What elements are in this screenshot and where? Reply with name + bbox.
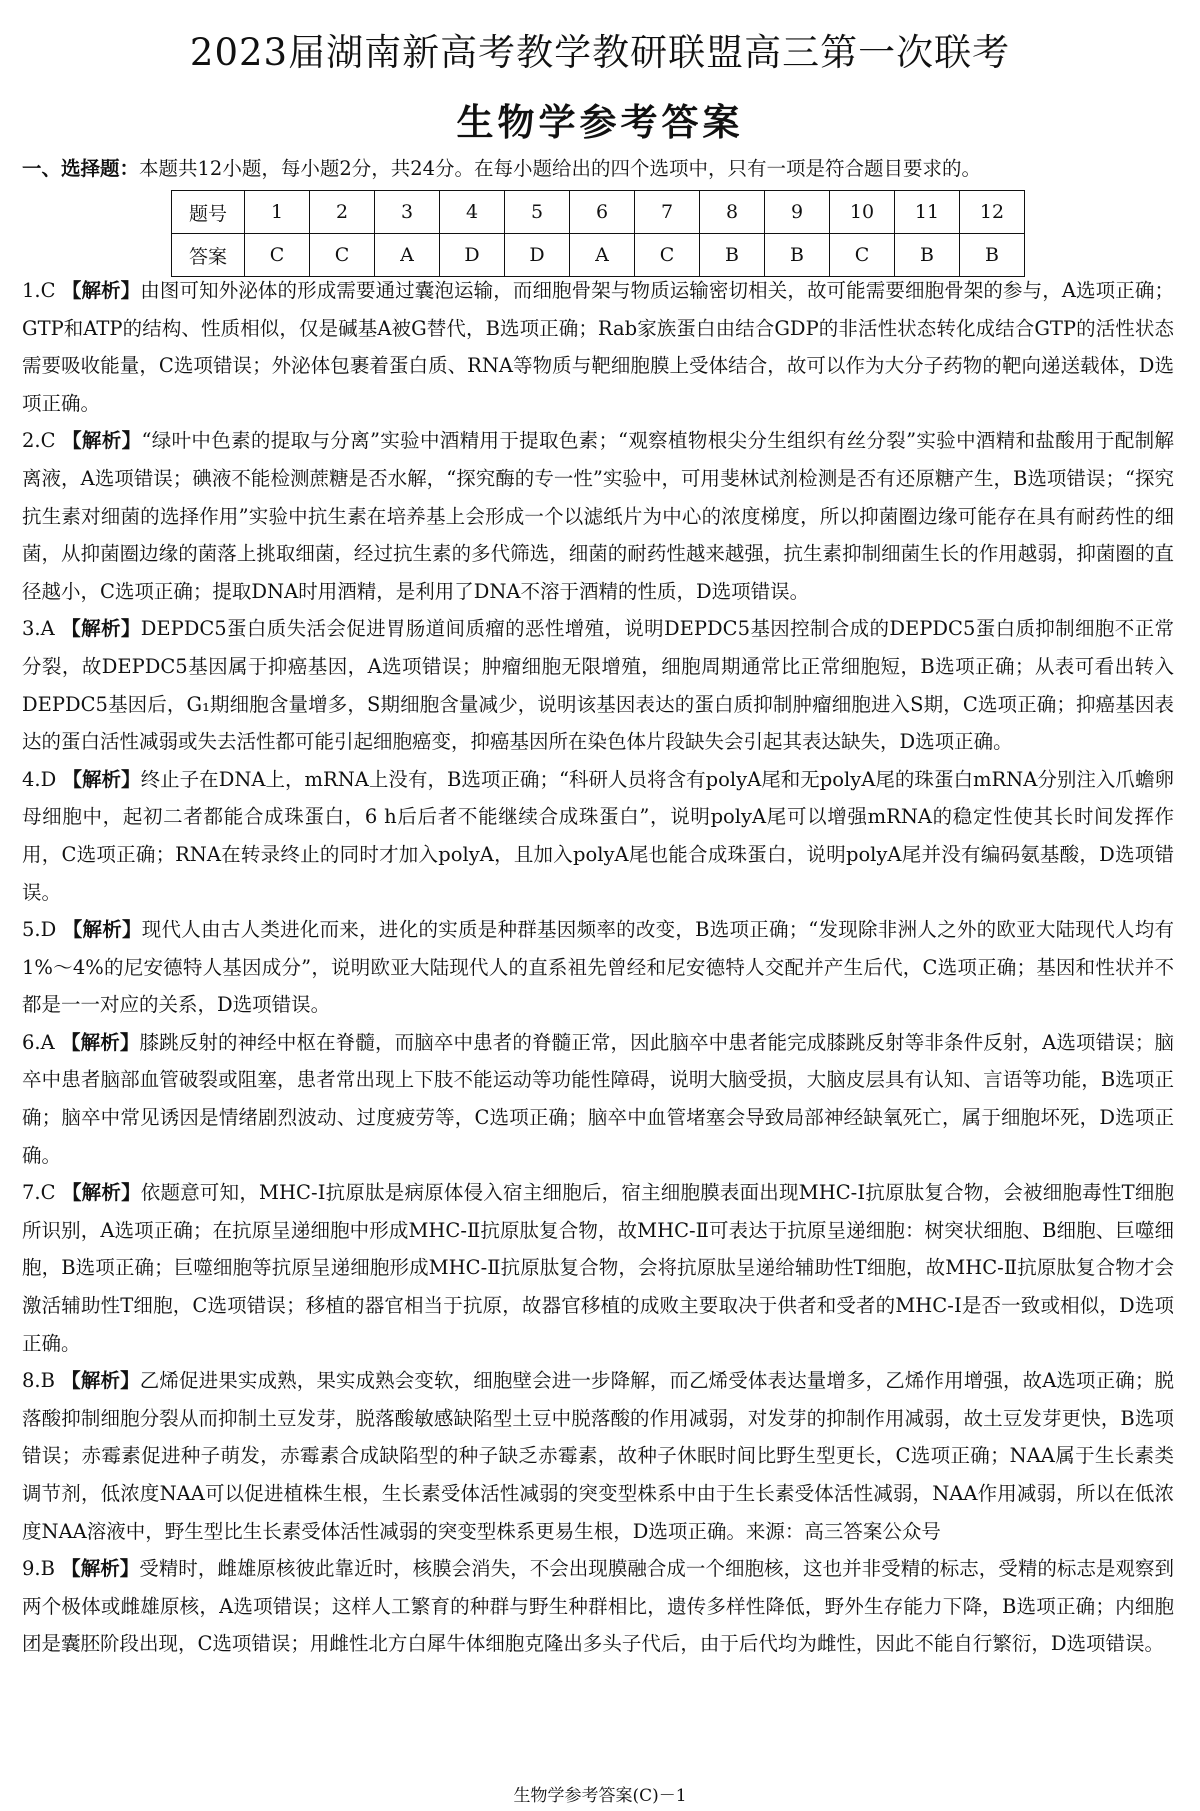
answer-table-row-answers [172, 234, 1025, 277]
table-cell: 9 [765, 191, 830, 234]
explanations-list [22, 272, 1174, 1663]
table-cell: C [245, 234, 310, 277]
table-cell: D [505, 234, 570, 277]
table-cell: D [440, 234, 505, 277]
item-text: 终止子在DNA上，mRNA上没有，B选项正确；“科研人员将含有polyA尾和无polyA尾的珠蛋白mRNA分别注入爪蟾卵母细胞中，起初二者都能合成珠蛋白，6 h后后者不能继续合成珠蛋白”，说明polyA尾可以增强mRNA的稳定性使其长时间发挥作用，C选项正确；RNA在转录终止的同时才加入polyA，且加入polyA尾也能合成珠蛋白，说明polyA尾并没有编码氨基酸，D选项错误。 [22, 767, 1174, 904]
explanation-item-7 [22, 1174, 1174, 1362]
page-subtitle: 生物学参考答案 [456, 100, 744, 144]
analysis-tag: 【解析】 [62, 918, 142, 942]
item-number: 3.A [22, 617, 55, 641]
item-number: 5.D [22, 918, 57, 942]
table-cell: 11 [895, 191, 960, 234]
table-cell: 1 [245, 191, 310, 234]
page-title: 2023届湖南新高考教学教研联盟高三第一次联考 [189, 31, 1011, 74]
table-cell: B [700, 234, 765, 277]
table-header-cell: 答案 [172, 234, 245, 277]
table-cell: 8 [700, 191, 765, 234]
item-text: 由图可知外泌体的形成需要通过囊泡运输，而细胞骨架与物质运输密切相关，故可能需要细胞骨架的参与，A选项正确；GTP和ATP的结构、性质相似，仅是碱基A被G替代，B选项正确；Rab家族蛋白由结合GDP的非活性状态转化成结合GTP的活性状态需要吸收能量，C选项错误；外泌体包裹着蛋白质、RNA等物质与靶细胞膜上受体结合，故可以作为大分子药物的靶向递送载体，D选项正确。 [22, 279, 1174, 415]
explanation-item-6 [22, 1024, 1174, 1174]
table-cell: C [310, 234, 375, 277]
table-cell: 10 [830, 191, 895, 234]
item-text: 依题意可知，MHC-Ⅰ抗原肽是病原体侵入宿主细胞后，宿主细胞膜表面出现MHC-Ⅰ抗原肽复合物，会被细胞毒性T细胞所识别，A选项正确；在抗原呈递细胞中形成MHC-Ⅱ抗原肽复合物，故MHC-Ⅱ可表达于抗原呈递细胞：树突状细胞、B细胞、巨噬细胞，B选项正确；巨噬细胞等抗原呈递细胞形成MHC-Ⅱ抗原肽复合物，会将抗原肽呈递给辅助性T细胞，故MHC-Ⅱ抗原肽复合物才会激活辅助性T细胞，C选项错误；移植的器官相当于抗原，故器官移植的成败主要取决于供者和受者的MHC-Ⅰ是否一致或相似，D选项正确。 [22, 1181, 1174, 1355]
analysis-tag: 【解析】 [61, 1181, 141, 1205]
item-text: “绿叶中色素的提取与分离”实验中酒精用于提取色素；“观察植物根尖分生组织有丝分裂”实验中酒精和盐酸用于配制解离液，A选项错误；碘液不能检测蔗糖是否水解，“探究酶的专一性”实验中，可用斐林试剂检测是否有还原糖产生，B选项错误；“探究抗生素对细菌的选择作用”实验中抗生素在培养基上会形成一个以滤纸片为中心的浓度梯度，所以抑菌圈边缘可能存在具有耐药性的细菌，从抑菌圈边缘的菌落上挑取细菌，经过抗生素的多代筛选，细菌的耐药性越来越强，抗生素抑制细菌生长的作用越弱，抑菌圈的直径越小，C选项正确；提取DNA时用酒精，是利用了DNA不溶于酒精的性质，D选项错误。 [22, 429, 1174, 603]
section-description: 本题共12小题，每小题2分，共24分。在每小题给出的四个选项中，只有一项是符合题目要求的。 [139, 157, 982, 180]
table-cell: 5 [505, 191, 570, 234]
item-number: 1.C [22, 279, 56, 302]
explanation-item-3 [22, 610, 1174, 760]
analysis-tag: 【解析】 [61, 617, 141, 641]
item-number: 4.D [22, 767, 57, 791]
explanation-item-9 [22, 1550, 1174, 1663]
answer-table-row-numbers [172, 191, 1025, 234]
analysis-tag: 【解析】 [61, 1030, 140, 1054]
explanation-item-2 [22, 422, 1174, 610]
item-text: 乙烯促进果实成熟，果实成熟会变软，细胞壁会进一步降解，而乙烯受体表达量增多，乙烯作用增强，故A选项正确；脱落酸抑制细胞分裂从而抑制土豆发芽，脱落酸敏感缺陷型土豆中脱落酸的作用减弱，对发芽的抑制作用减弱，故土豆发芽更快，B选项错误；赤霉素促进种子萌发，赤霉素合成缺陷型的种子缺乏赤霉素，故种子休眠时间比野生型更长，C选项正确；NAA属于生长素类调节剂，低浓度NAA可以促进植株生根，生长素受体活性减弱的突变型株系中由于生长素受体活性减弱，NAA作用减弱，所以在低浓度NAA溶液中，野生型比生长素受体活性减弱的突变型株系更易生根，D选项正确。来源：高三答案公众号 [22, 1369, 1174, 1543]
analysis-tag: 【解析】 [61, 279, 141, 302]
table-cell: 7 [635, 191, 700, 234]
section-heading [22, 153, 1182, 181]
page-footer: 生物学参考答案(C)－1 [513, 1786, 687, 1806]
table-cell: A [375, 234, 440, 277]
item-number: 6.A [22, 1030, 55, 1054]
analysis-tag: 【解析】 [62, 429, 142, 453]
item-number: 8.B [22, 1369, 55, 1393]
table-cell: 6 [570, 191, 635, 234]
table-cell: 2 [310, 191, 375, 234]
table-cell: 4 [440, 191, 505, 234]
table-cell: 3 [375, 191, 440, 234]
table-cell: B [765, 234, 830, 277]
explanation-item-5 [22, 911, 1174, 1024]
item-text: DEPDC5蛋白质失活会促进胃肠道间质瘤的恶性增殖，说明DEPDC5基因控制合成的DEPDC5蛋白质抑制细胞不正常分裂，故DEPDC5基因属于抑癌基因，A选项错误；肿瘤细胞无限增殖，细胞周期通常比正常细胞短，B选项正确；从表可看出转入DEPDC5基因后，G₁期细胞含量增多，S期细胞含量减少，说明该基因表达的蛋白质抑制肿瘤细胞进入S期，C选项正确；抑癌基因表达的蛋白活性减弱或失去活性都可能引起细胞癌变，抑癌基因所在染色体片段缺失会引起其表达缺失，D选项正确。 [22, 617, 1174, 754]
table-cell: C [635, 234, 700, 277]
table-cell: C [830, 234, 895, 277]
table-header-cell: 题号 [172, 191, 245, 234]
item-text: 膝跳反射的神经中枢在脊髓，而脑卒中患者的脊髓正常，因此脑卒中患者能完成膝跳反射等非条件反射，A选项错误；脑卒中患者脑部血管破裂或阻塞，患者常出现上下肢不能运动等功能性障碍，说明大脑受损，大脑皮层具有认知、言语等功能，B选项正确；脑卒中常见诱因是情绪剧烈波动、过度疲劳等，C选项正确；脑卒中血管堵塞会导致局部神经缺氧死亡，属于细胞坏死，D选项正确。 [22, 1030, 1174, 1167]
table-cell: A [570, 234, 635, 277]
explanation-item-4 [22, 761, 1174, 911]
analysis-tag: 【解析】 [61, 1557, 140, 1581]
table-cell: B [895, 234, 960, 277]
item-number: 2.C [22, 429, 56, 453]
section-label: 一、选择题： [22, 157, 140, 180]
answer-table [171, 190, 1025, 277]
item-text: 受精时，雌雄原核彼此靠近时，核膜会消失，不会出现膜融合成一个细胞核，这也并非受精的标志，受精的标志是观察到两个极体或雌雄原核，A选项错误；这样人工繁育的种群与野生种群相比，遗传多样性降低，野外生存能力下降，B选项正确；内细胞团是囊胚阶段出现，C选项错误；用雌性北方白犀牛体细胞克隆出多头子代后，由于后代均为雌性，因此不能自行繁衍，D选项错误。 [22, 1557, 1174, 1656]
table-cell: B [960, 234, 1025, 277]
explanation-item-1 [22, 272, 1174, 422]
table-cell: 12 [960, 191, 1025, 234]
item-number: 9.B [22, 1557, 55, 1581]
analysis-tag: 【解析】 [62, 767, 141, 791]
explanation-item-8 [22, 1362, 1174, 1550]
item-text: 现代人由古人类进化而来，进化的实质是种群基因频率的改变，B选项正确；“发现除非洲人之外的欧亚大陆现代人均有1%～4%的尼安德特人基因成分”，说明欧亚大陆现代人的直系祖先曾经和尼安德特人交配并产生后代，C选项正确；基因和性状并不都是一一对应的关系，D选项错误。 [22, 918, 1174, 1017]
analysis-tag: 【解析】 [61, 1369, 140, 1393]
item-number: 7.C [22, 1181, 56, 1205]
